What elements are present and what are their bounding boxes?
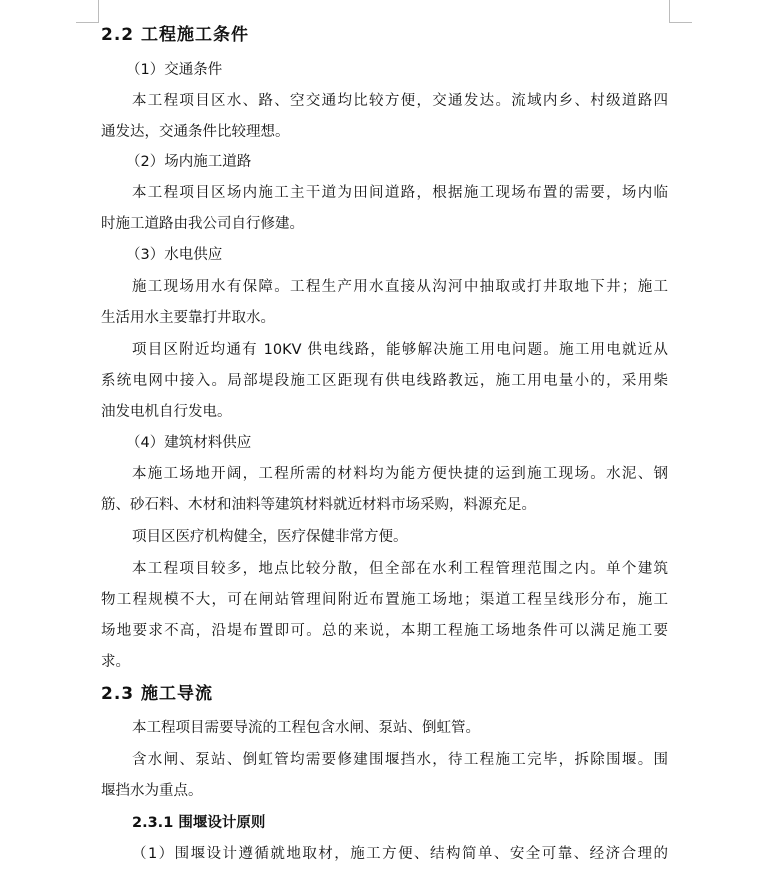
paragraph-line: 物工程规模不大，可在闸站管理间附近布置施工场地；渠道工程呈线形分布，施工 — [101, 592, 668, 608]
paragraph-line: 项目区附近均通有 10KV 供电线路，能够解决施工用电问题。施工用电就近从 — [132, 342, 668, 358]
paragraph-line: 本工程项目较多，地点比较分散，但全部在水利工程管理范围之内。单个建筑 — [132, 561, 668, 577]
crop-mark-right-h — [669, 22, 692, 23]
paragraph-line: 本工程项目需要导流的工程包含水闸、泵站、倒虹管。 — [132, 720, 480, 736]
subheading-roads: （2）场内施工道路 — [126, 154, 252, 170]
subheading-traffic: （1）交通条件 — [126, 62, 223, 78]
subheading-materials: （4）建筑材料供应 — [126, 435, 252, 451]
section-heading-2-3: 2.3 施工导流 — [101, 684, 214, 704]
paragraph-line: 堰挡水为重点。 — [101, 783, 203, 799]
paragraph-line: 本施工场地开阔，工程所需的材料均为能方便快捷的运到施工现场。水泥、钢 — [132, 466, 668, 482]
subsection-heading-2-3-1: 2.3.1 围堰设计原则 — [132, 815, 266, 831]
crop-mark-right-v — [669, 0, 670, 22]
crop-mark-left-h — [76, 22, 99, 23]
paragraph-line: 油发电机自行发电。 — [101, 404, 232, 420]
paragraph-line: 本工程项目区场内施工主干道为田间道路，根据施工现场布置的需要，场内临 — [132, 185, 668, 201]
paragraph-line: 系统电网中接入。局部堤段施工区距现有供电线路教远，施工用电量小的，采用柴 — [101, 373, 668, 389]
paragraph-line: 时施工道路由我公司自行修建。 — [101, 216, 304, 232]
paragraph-line: 含水闸、泵站、倒虹管均需要修建围堰挡水，待工程施工完毕，拆除围堰。围 — [132, 752, 668, 768]
paragraph-line: 施工现场用水有保障。工程生产用水直接从沟河中抽取或打井取地下井；施工 — [132, 279, 668, 295]
paragraph-line: 本工程项目区水、路、空交通均比较方便，交通发达。流域内乡、村级道路四 — [132, 93, 668, 109]
paragraph-line: （1）围堰设计遵循就地取材，施工方便、结构简单、安全可靠、经济合理的 — [132, 846, 668, 862]
subheading-utilities: （3）水电供应 — [126, 247, 223, 263]
paragraph-line: 生活用水主要靠打井取水。 — [101, 310, 275, 326]
paragraph-line: 筋、砂石料、木材和油料等建筑材料就近材料市场采购，料源充足。 — [101, 497, 536, 513]
paragraph-line: 通发达，交通条件比较理想。 — [101, 124, 290, 140]
section-heading-2-2: 2.2 工程施工条件 — [101, 25, 250, 45]
paragraph-line: 场地要求不高，沿堤布置即可。总的来说，本期工程施工场地条件可以满足施工要 — [101, 623, 668, 639]
paragraph-line: 求。 — [101, 654, 130, 670]
crop-mark-left-v — [98, 0, 99, 22]
paragraph-line: 项目区医疗机构健全，医疗保健非常方便。 — [132, 529, 408, 545]
